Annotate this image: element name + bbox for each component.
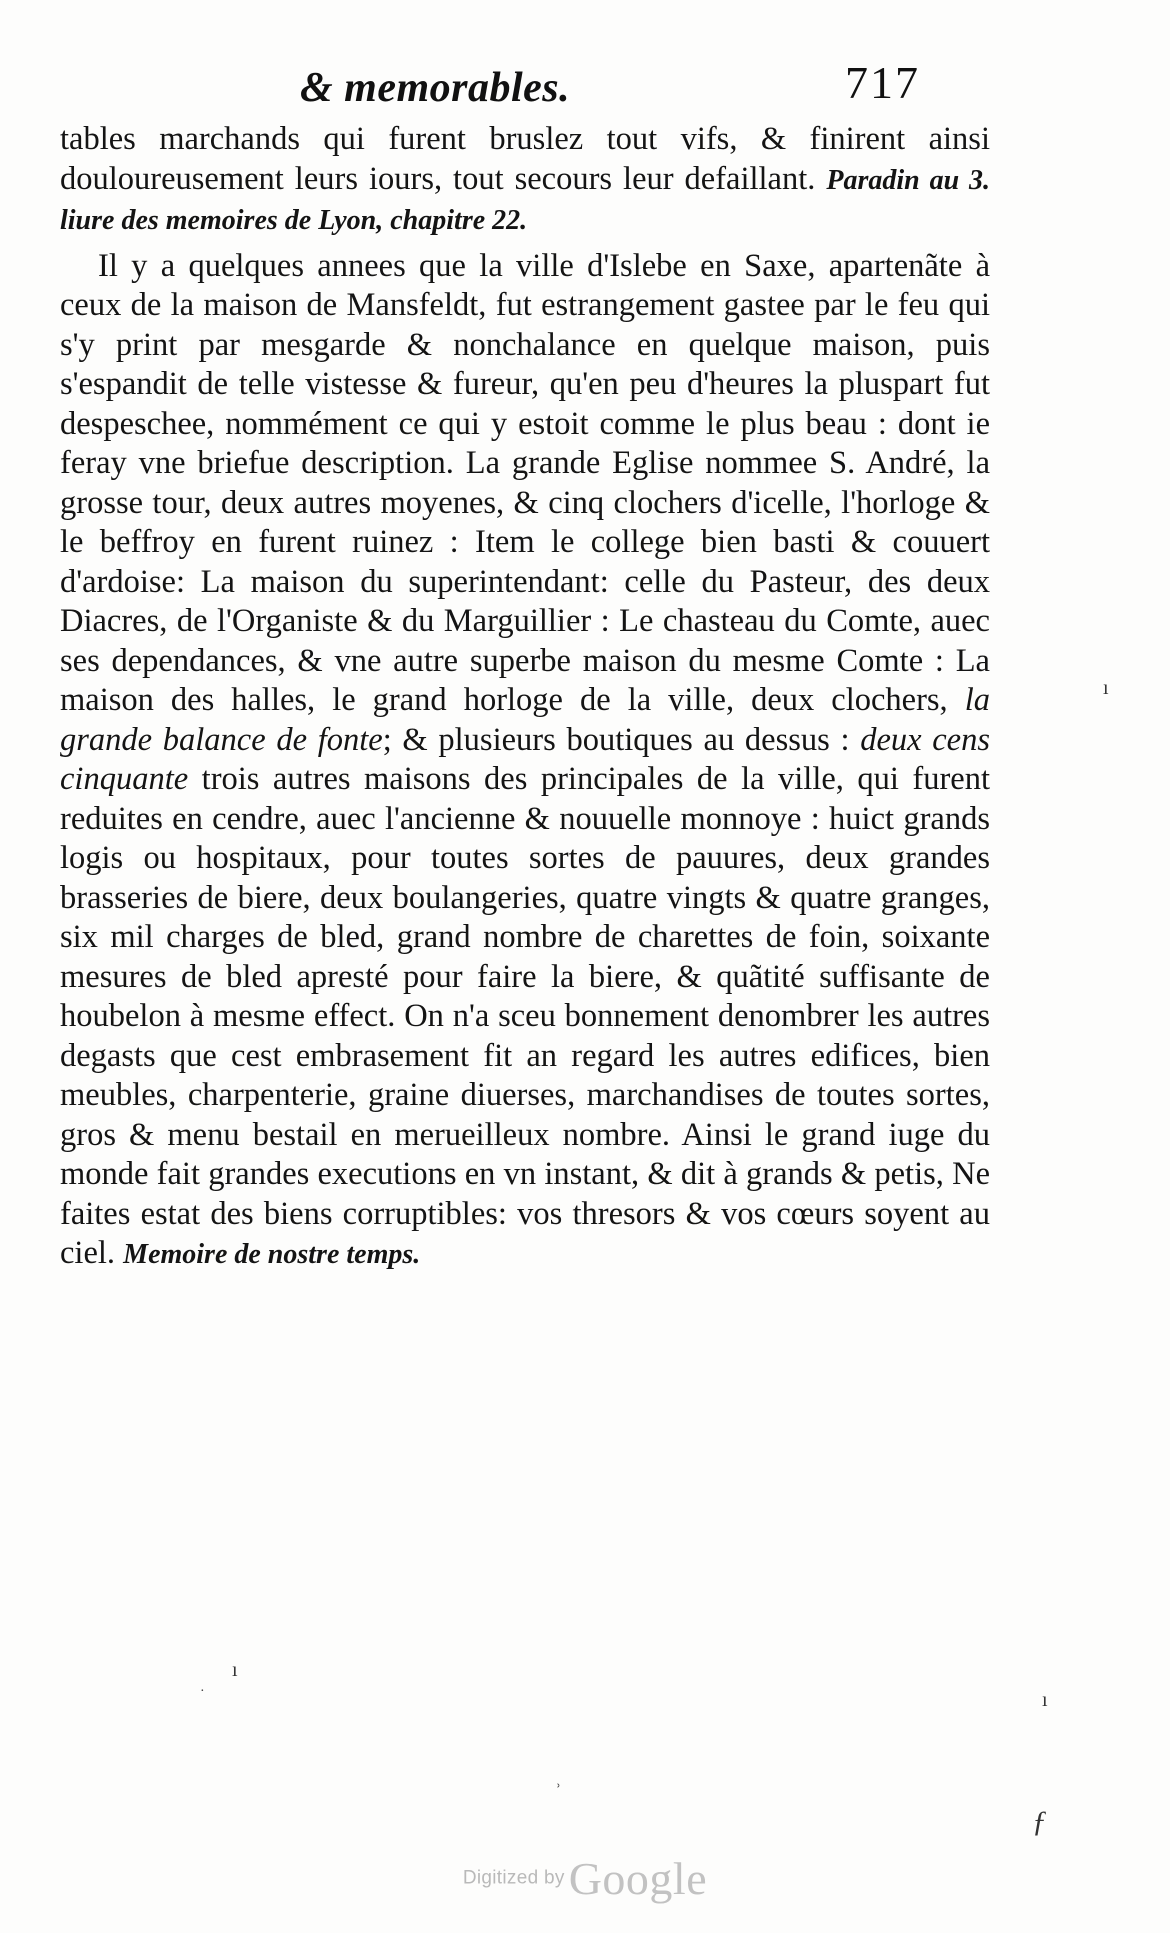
ink-speck: ʾ <box>555 1781 562 1803</box>
paragraph-1-citation: Paradin au 3. liure des memoires de Lyon, chapitre 22. <box>60 164 991 236</box>
watermark-prefix: Digitized by <box>462 1867 565 1889</box>
ink-speck: ı <box>1042 1689 1048 1711</box>
ink-speck: ƒ <box>1032 1805 1047 1838</box>
paragraph-1 <box>60 120 990 241</box>
body-text <box>60 120 990 1275</box>
page-header <box>300 57 960 124</box>
running-title: & memorables. <box>300 65 571 111</box>
paragraph-2-italic-fragment: la grande balance de fonte <box>60 682 990 758</box>
paragraph-2 <box>60 247 990 1275</box>
paragraph-2-citation: Memoire de nostre temps. <box>123 1239 421 1270</box>
paragraph-1-text: tables marchands qui furent bruslez tout vifs, & finirent ainsi douloureusement leurs iours, tout secours leur defaillant. <box>60 121 990 197</box>
paragraph-2-text-c: trois autres maisons des principales de la ville, qui furent reduites en cendre, auec l'ancienne & nouuelle monnoye : huict grands logis ou hospitaux, pour toutes sortes de pauures, deux grandes brasseries de biere, deux boulangeries, quatre vingts & quatre granges, six mil charges de bled, grand nombre de charettes de foin, soixante mesures de bled apresté pour faire la biere, & quãtité suffisante de houbelon à mesme effect. On n'a sceu bonnement denombrer les autres degasts que cest embrasement fit an regard les autres edifices, bien meubles, charpenterie, graine diuerses, marchandises de toutes sortes, gros & menu bestail en merueilleux nombre. Ainsi le grand iuge du monde fait grandes executions en vn instant, & dit à grands & petis, Ne faites estat des biens corruptibles: vos thresors & vos cœurs soyent au ciel. <box>60 761 991 1271</box>
paragraph-2-text-a: Il y a quelques annees que la ville d'Islebe en Saxe, apartenãte à ceux de la maison de Mansfeldt, fut estrangement gastee par le feu qui s'y print par mesgarde & nonchalance en quelque maison, puis s'espandit de telle vistesse & fureur, qu'en peu d'heures la pluspart fut despeschee, nommément ce qui y estoit comme le plus beau : dont ie feray vne briefue description. La grande Eglise nommee S. André, la grosse tour, deux autres moyenes, & cinq clochers d'icelle, l'horloge & le beffroy en furent ruinez : Item le college bien basti & couuert d'ardoise: La maison du superintendant: celle du Pasteur, des deux Diacres, de l'Organiste & du Marguillier : Le chasteau du Comte, auec ses dependances, & vne autre superbe maison du mesme Comte : La maison des halles, le grand horloge de la ville, deux clochers, <box>60 247 990 718</box>
page-number: 717 <box>845 57 920 108</box>
ink-speck: ı <box>232 1659 238 1681</box>
google-logo: Google <box>568 1853 708 1904</box>
paragraph-2-italic-fragment-2: deux cens cinquante <box>60 721 990 797</box>
ink-speck: ı <box>1103 677 1109 699</box>
digitized-watermark <box>0 1852 1170 1912</box>
paragraph-2-text-b: ; & plusieurs boutiques au dessus : <box>382 721 850 758</box>
ink-speck: · <box>200 1684 205 1699</box>
